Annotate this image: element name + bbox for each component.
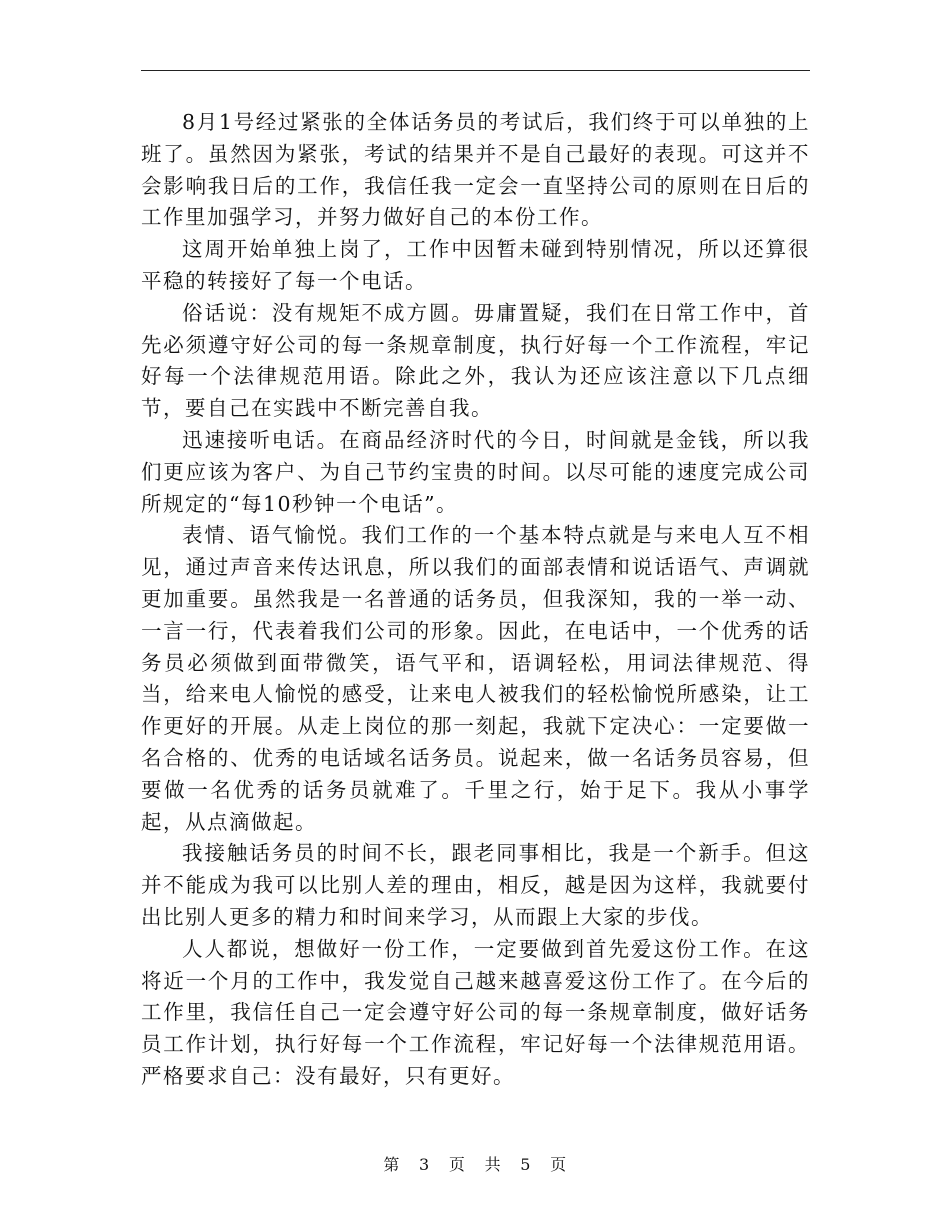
page-footer — [0, 1152, 950, 1175]
footer-current-page: 3 — [419, 1155, 430, 1174]
footer-total-pages: 5 — [520, 1155, 531, 1174]
paragraph-5: 表情、语气愉悦。我们工作的一个基本特点就是与来电人互不相见，通过声音来传达讯息，所以我们的面部表情和说话语气、声调就更加重要。虽然我是一名普通的话务员，但我深知，我的一举一动、一言一行，代表着我们公司的形象。因此，在电话中，一个优秀的话务员必须做到面带微笑，语气平和，语调轻松，用词法律规范、得当，给来电人愉悦的感受，让来电人被我们的轻松愉悦所感染，让工作更好的开展。从走上岗位的那一刻起，我就下定决心：一定要做一名合格的、优秀的电话域名话务员。说起来，做一名话务员容易，但要做一名优秀的话务员就难了。千里之行，始于足下。我从小事学起，从点滴做起。 — [141, 523, 810, 834]
footer-label-total: 共 — [484, 1155, 502, 1174]
header-rule — [141, 70, 810, 71]
footer-label-unit-end: 页 — [550, 1155, 567, 1174]
document-body — [141, 107, 810, 1093]
paragraph-4: 迅速接听电话。在商品经济时代的今日，时间就是金钱，所以我们更应该为客户、为自己节约宝贵的时间。以尽可能的速度完成公司所规定的“每10秒钟一个电话”。 — [141, 427, 810, 516]
paragraph-2: 这周开始单独上岗了，工作中因暂未碰到特别情况，所以还算很平稳的转接好了每一个电话。 — [141, 237, 810, 293]
paragraph-1: 8月1号经过紧张的全体话务员的考试后，我们终于可以单独的上班了。虽然因为紧张，考试的结果并不是自己最好的表现。可这并不会影响我日后的工作，我信任我一定会一直坚持公司的原则在日后的工作里加强学习，并努力做好自己的本份工作。 — [141, 110, 810, 230]
paragraph-6: 我接触话务员的时间不长，跟老同事相比，我是一个新手。但这并不能成为我可以比别人差的理由，相反，越是因为这样，我就要付出比别人更多的精力和时间来学习，从而跟上大家的步伐。 — [141, 841, 810, 929]
paragraph-7: 人人都说，想做好一份工作，一定要做到首先爱这份工作。在这将近一个月的工作中，我发觉自己越来越喜爱这份工作了。在今后的工作里，我信任自己一定会遵守好公司的每一条规章制度，做好话务员工作计划，执行好每一个工作流程，牢记好每一个法律规范用语。严格要求自己：没有最好，只有更好。 — [141, 936, 810, 1088]
footer-label-unit: 页 — [448, 1155, 466, 1174]
paragraph-3: 俗话说：没有规矩不成方圆。毋庸置疑，我们在日常工作中，首先必须遵守好公司的每一条规章制度，执行好每一个工作流程，牢记好每一个法律规范用语。除此之外，我认为还应该注意以下几点细节，要自己在实践中不断完善自我。 — [141, 300, 810, 421]
footer-label-page: 第 — [383, 1155, 400, 1174]
